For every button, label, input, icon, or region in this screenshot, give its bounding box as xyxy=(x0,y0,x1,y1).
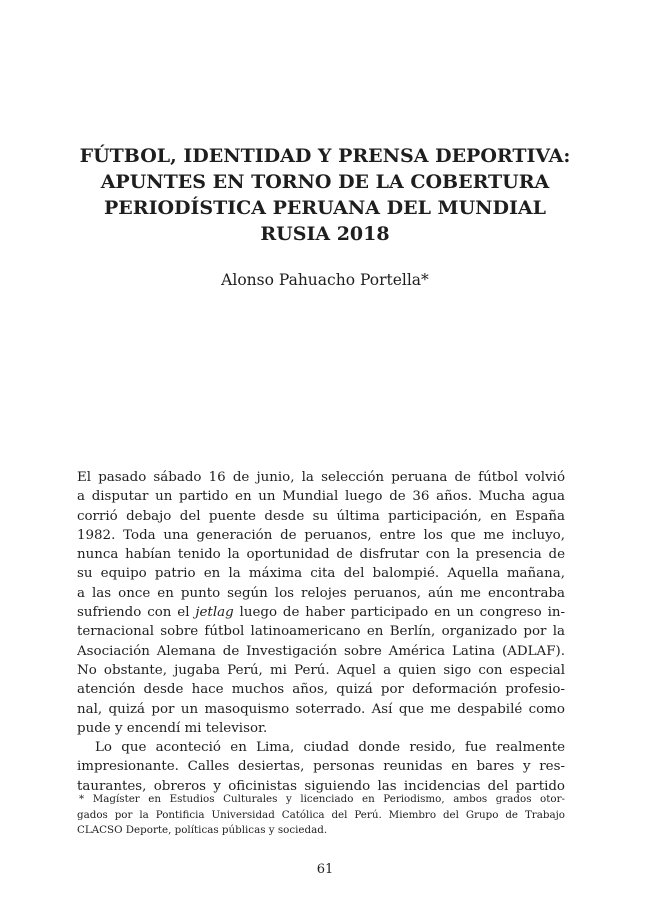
body-line: Lo que aconteció en Lima, ciudad donde resido, fue realmente xyxy=(95,740,565,756)
body-line: Asociación Alemana de Investigación sobre América Latina (ADLAF). xyxy=(77,643,565,659)
footnote-line: gados por la Pontificia Universidad Católica del Perú. Miembro del Grupo de Trabajo xyxy=(77,808,565,821)
author-name: Alonso Pahuacho Portella* xyxy=(221,271,429,289)
body-line: ternacional sobre fútbol latinoamericano en Berlín, organizado por la xyxy=(77,624,565,640)
italic-term: jetlag xyxy=(195,605,234,621)
body-line: nal, quizá por un masoquismo soterrado. Así que me despabilé como xyxy=(77,701,565,717)
footnote-line: CLACSO Deporte, políticas públicas y sociedad. xyxy=(77,824,328,836)
body-line: taurantes, obreros y oficinistas siguiendo las incidencias del partido xyxy=(77,778,565,794)
article-title xyxy=(40,143,610,247)
body-line: El pasado sábado 16 de junio, la selección peruana de fútbol volvió xyxy=(77,470,565,485)
body-line: a las once en punto según los relojes peruanos, aún me encontraba xyxy=(77,585,565,601)
title-line: PERIODÍSTICA PERUANA DEL MUNDIAL xyxy=(104,197,546,219)
body-line: No obstante, jugaba Perú, mi Perú. Aquel a quien sigo con especial xyxy=(77,662,565,678)
body-line: corrió debajo del puente desde su última participación, en España xyxy=(77,508,565,524)
body-text-segment: luego de haber participado en un congreso in- xyxy=(233,605,565,621)
page-number: 61 xyxy=(316,862,334,877)
body-text xyxy=(77,468,565,796)
footnote xyxy=(77,792,565,839)
body-line: atención desde hace muchos años, quizá por deformación profesio- xyxy=(77,682,565,698)
body-text-segment: sufriendo con el xyxy=(77,605,196,621)
body-line: nunca habían tenido la oportunidad de disfrutar con la presencia de xyxy=(77,547,565,563)
title-line: RUSIA 2018 xyxy=(260,223,390,245)
body-line: a disputar un partido en un Mundial luego de 36 años. Mucha agua xyxy=(77,489,565,505)
title-line: APUNTES EN TORNO DE LA COBERTURA xyxy=(100,171,550,193)
body-line xyxy=(77,603,565,622)
body-line: su equipo patrio en la máxima cita del balompié. Aquella mañana, xyxy=(77,566,565,582)
body-line: impresionante. Calles desiertas, personas reunidas en bares y res- xyxy=(77,759,565,775)
body-line: 1982. Toda una generación de peruanos, entre los que me incluyo, xyxy=(77,527,565,543)
title-line: FÚTBOL, IDENTIDAD Y PRENSA DEPORTIVA: xyxy=(79,145,571,167)
body-line: pude y encendí mi televisor. xyxy=(77,720,268,736)
footnote-line: * Magíster en Estudios Culturales y licenciado en Periodismo, ambos grados otor- xyxy=(79,793,565,805)
